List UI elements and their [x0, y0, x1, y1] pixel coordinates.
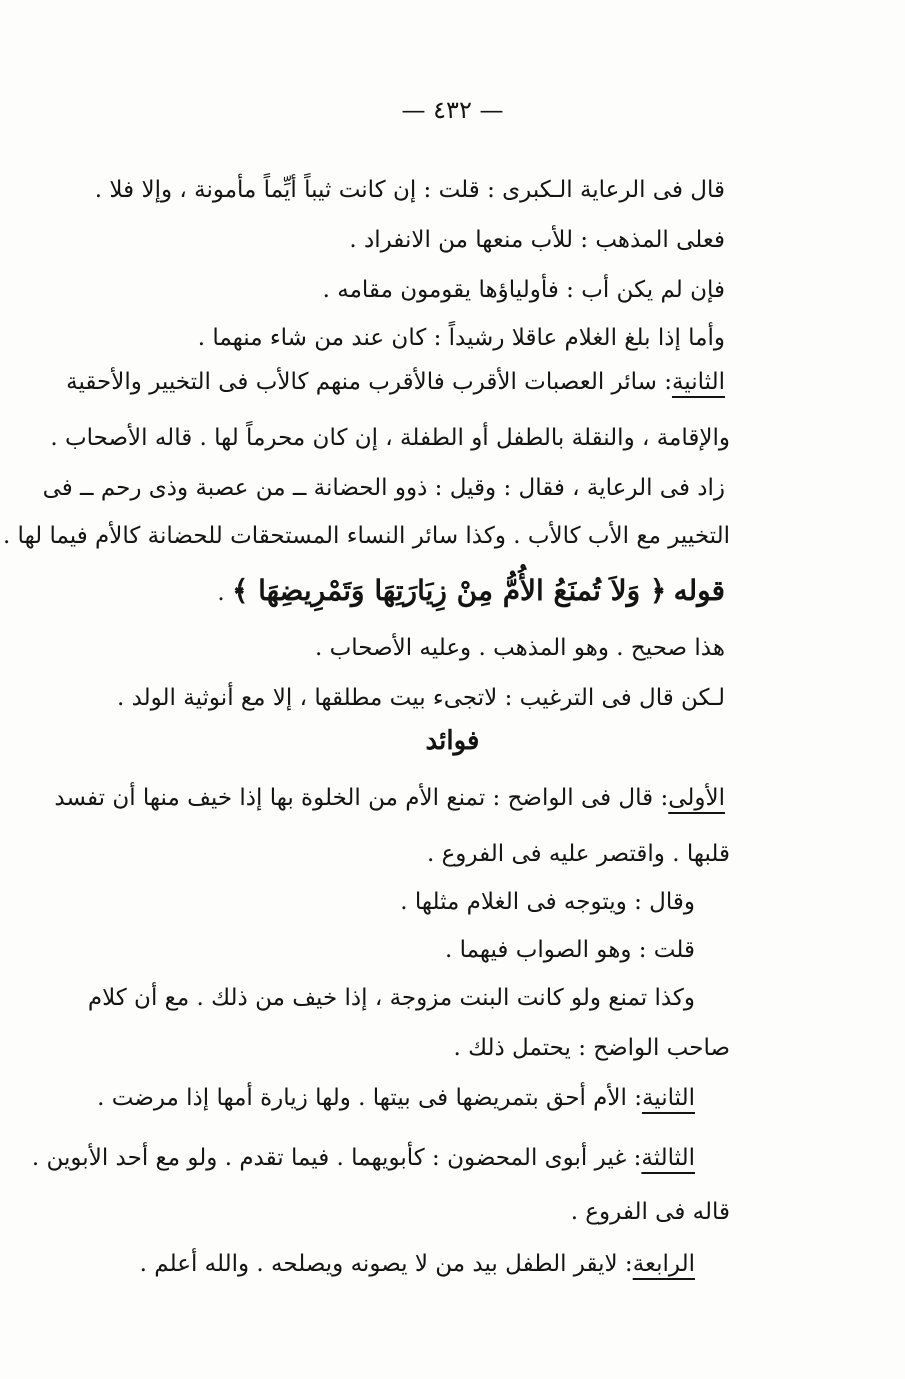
quote-line — [217, 570, 725, 614]
text-line-6: والإقامة ، والنقلة بالطفل أو الطفلة ، إن كان محرماً لها . قاله الأصحاب . — [50, 425, 730, 451]
text-line-13: قلبها . واقتصر عليه فى الفروع . — [426, 841, 730, 867]
text-line-21-body: : لايقر الطفل بيد من لا يصونه ويصلحه . والله أعلم . — [139, 1251, 633, 1277]
text-line-8: التخيير مع الأب كالأب . وكذا سائر النساء المستحقات للحضانة كالأم فيما لها . — [2, 523, 730, 549]
section-label-second: الثانية — [671, 369, 725, 395]
quote-end: . — [217, 580, 225, 606]
text-line-19 — [32, 1140, 695, 1176]
text-line-11: لـكن قال فى الترغيب : لاتجىء بيت مطلقها ، إلا مع أنوثية الولد . — [116, 685, 725, 711]
quote-prefix: قوله — [673, 574, 725, 607]
text-line-5-body: : سائر العصبات الأقرب فالأقرب منهم كالأب فى التخيير والأحقية — [66, 369, 672, 395]
quranic-quote: ﴿ وَلاَ تُمنَعُ الأُمُّ مِنْ زِيَارَتِهَا وَتَمْرِيضِهَا ﴾ — [231, 574, 667, 607]
text-line-16: وكذا تمنع ولو كانت البنت مزوجة ، إذا خيف من ذلك . مع أن كلام — [87, 985, 695, 1011]
text-line-7: زاد فى الرعاية ، فقال : وقيل : ذوو الحضانة ــ من عصبة وذى رحم ــ فى — [42, 475, 725, 501]
section-label-third: الثالثة — [641, 1145, 695, 1171]
text-line-3: فإن لم يكن أب : فأولياؤها يقومون مقامه . — [322, 277, 725, 303]
page-number: — ٤٣٢ — — [401, 96, 504, 124]
text-line-4: وأما إذا بلغ الغلام عاقلا رشيداً : كان عند من شاء منهما . — [197, 325, 725, 351]
text-line-17: صاحب الواضح : يحتمل ذلك . — [453, 1035, 730, 1061]
text-line-18 — [97, 1080, 695, 1116]
section-label-first: الأولى — [668, 785, 725, 811]
text-line-2: فعلى المذهب : للأب منعها من الانفراد . — [349, 227, 725, 253]
section-label-second-benefit: الثانية — [641, 1085, 695, 1111]
text-line-19-body: : غير أبوى المحضون : كأبويهما . فيما تقدم . ولو مع أحد الأبوين . — [31, 1145, 642, 1171]
text-line-10: هذا صحيح . وهو المذهب . وعليه الأصحاب . — [314, 635, 725, 661]
text-line-14: وقال : ويتوجه فى الغلام مثلها . — [400, 889, 695, 915]
text-line-5 — [66, 364, 725, 400]
section-label-fourth: الرابعة — [632, 1251, 695, 1277]
section-heading-benefits: فوائد — [425, 726, 480, 756]
text-line-1: قال فى الرعاية الـكبرى : قلت : إن كانت ثيباً أيِّماً مأمونة ، وإلا فلا . — [94, 177, 725, 203]
text-line-20: قاله فى الفروع . — [570, 1199, 730, 1225]
text-line-18-body: : الأم أحق بتمريضها فى بيتها . ولها زيارة أمها إذا مرضت . — [97, 1085, 642, 1111]
text-line-15: قلت : وهو الصواب فيهما . — [444, 937, 695, 963]
text-line-21 — [140, 1246, 695, 1282]
text-line-12-body: : قال فى الواضح : تمنع الأم من الخلوة بها إذا خيف منها أن تفسد — [54, 785, 669, 811]
text-line-12 — [54, 780, 725, 816]
